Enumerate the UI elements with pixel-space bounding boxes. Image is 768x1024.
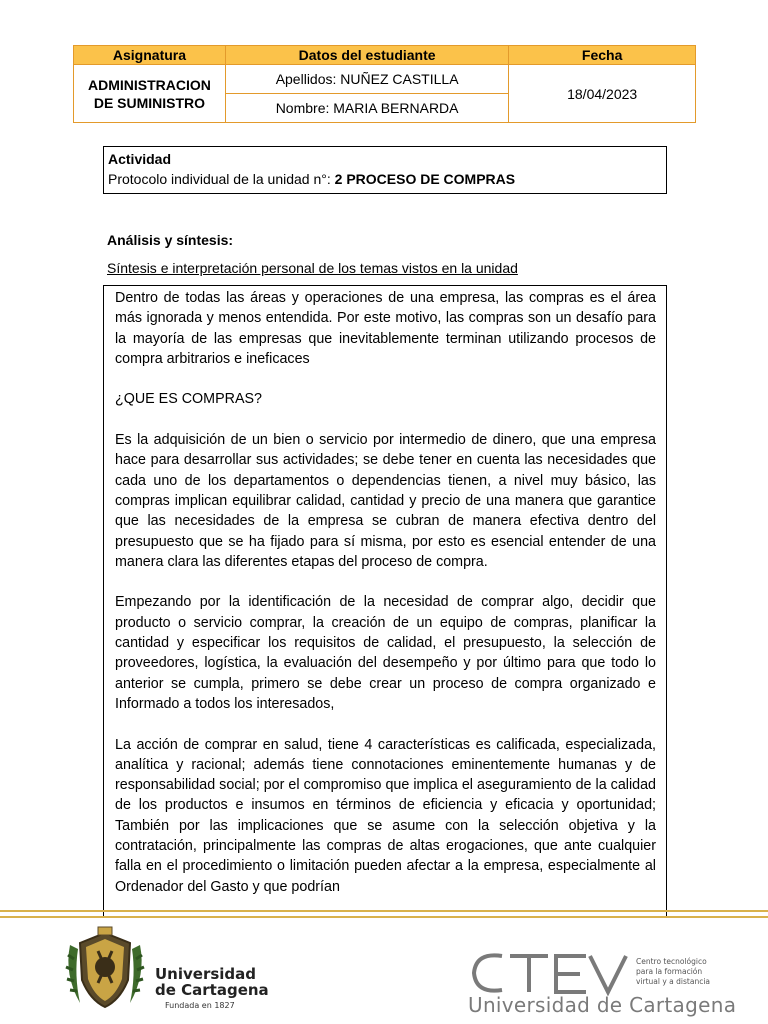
university-crest-logo	[60, 925, 150, 1015]
university-founded: Fundada en 1827	[165, 1001, 235, 1010]
student-name: Nombre: MARIA BERNARDA	[225, 94, 508, 123]
header-table	[73, 45, 696, 123]
student-lastname: Apellidos: NUÑEZ CASTILLA	[225, 65, 508, 94]
ctev-logo	[468, 950, 628, 996]
student-header: Datos del estudiante	[225, 46, 508, 65]
activity-line-prefix: Protocolo individual de la unidad n°:	[108, 171, 335, 187]
paragraph-process: Empezando por la identificación de la necesidad de comprar algo, decidir que producto o servicio comprar, la creación de un equipo de compras, planificar la cantidad y especificar los requisitos de calidad, el presupuesto, la selección de proveedores, logística, la evaluación del desempeño y por último para que todo lo anterior se cumpla, primero se debe crear un proceso de compra organizado e Informado a todos los interesados,	[115, 594, 656, 712]
activity-box	[103, 146, 667, 194]
university-name	[155, 966, 269, 998]
analysis-title: Análisis y síntesis:	[107, 232, 234, 248]
footer-divider	[0, 910, 768, 919]
synthesis-text-box	[103, 285, 667, 917]
paragraph-definition: Es la adquisición de un bien o servicio por intermedio de dinero, que una empresa hace para desarrollar sus actividades; se debe tener en cuenta las necesidades que cada uno de los departamentos o dependencias tienen, a nivel muy básico, las compras implican equilibrar calidad, cantidad y precio de una manera que garantice que las necesidades de la empresa se cubran de manera efectiva dentro del presupuesto que se ha fijado para sí misma, por esto es esencial entender de una manera clara las diferentes etapas del proceso de compra.	[115, 432, 656, 570]
paragraph-health: La acción de comprar en salud, tiene 4 características es calificada, especializada, analítica y racional; además tiene connotaciones eminentemente humanas y de responsabilidad social; por el compromiso que implica el aseguramiento de la calidad de los productos e insumos en términos de eficiencia y eficacia y oportunidad; También por las implicaciones que se asume con la selección objetiva y la contratación, principalmente las compras de altas erogaciones, que ante cualquier falla en el procedimiento o limitación pueden afectar a la empresa, especialmente al Ordenador del Gasto y que podrían	[115, 736, 656, 895]
analysis-subtitle: Síntesis e interpretación personal de los temas vistos en la unidad	[107, 260, 518, 276]
ctev-tagline-line-1: Centro tecnológico	[636, 957, 707, 966]
university-name-line-1: Universidad	[155, 965, 257, 983]
date-header: Fecha	[509, 46, 696, 65]
subject-header: Asignatura	[74, 46, 226, 65]
activity-title: Actividad	[108, 151, 172, 167]
subject-line-2: DE SUMINISTRO	[93, 94, 206, 111]
activity-unit-name: 2 PROCESO DE COMPRAS	[334, 171, 516, 187]
date-cell: 18/04/2023	[509, 65, 696, 123]
ctev-tagline-line-2: para la formación	[636, 967, 703, 976]
subject-line-1: ADMINISTRACION	[88, 76, 211, 93]
ctev-tagline-line-3: virtual y a distancia	[636, 977, 711, 986]
ctev-university-name: Universidad de Cartagena	[468, 993, 737, 1017]
ctev-tagline	[636, 957, 710, 987]
university-name-line-2: de Cartagena	[155, 981, 269, 999]
activity-line	[108, 169, 662, 189]
paragraph-intro: Dentro de todas las áreas y operaciones de una empresa, las compras es el área más ignorada y menos entendida. Por este motivo, las compras son un desafío para la mayoría de las empresas que inevitablemente terminan utilizando procesos de compra arbitrarios e ineficaces	[115, 290, 656, 367]
subject-cell	[74, 65, 226, 123]
paragraph-heading: ¿QUE ES COMPRAS?	[115, 391, 262, 408]
